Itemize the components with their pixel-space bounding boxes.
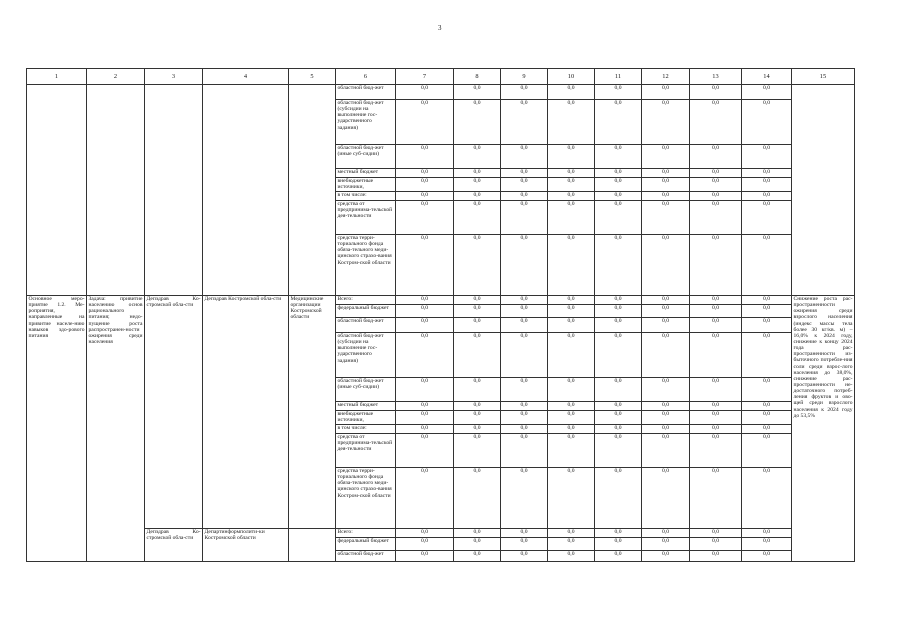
table-cell-value: 0,0 [396,318,454,333]
column-header: 7 [396,69,454,85]
cont-cell [289,85,336,296]
funding-source: областной бюд-жет [336,551,396,562]
table-cell-value: 0,0 [595,169,642,178]
table-cell-value: 0,0 [548,178,595,192]
table-cell-value: 0,0 [690,378,742,402]
table-cell-value: 0,0 [396,169,454,178]
table-cell-value: 0,0 [642,178,690,192]
table-cell-value: 0,0 [595,192,642,201]
table-cell-value: 0,0 [690,411,742,425]
column-header: 1 [27,69,87,85]
table-cell-value: 0,0 [595,318,642,333]
table-cell-value: 0,0 [742,551,792,562]
table-row [27,529,855,538]
table-cell-value: 0,0 [690,296,742,305]
table-cell-value: 0,0 [595,235,642,296]
table-cell-value: 0,0 [690,333,742,378]
table-cell-value: 0,0 [690,235,742,296]
table-cell-value: 0,0 [690,100,742,145]
measure-name: Основное меро-приятие 1.2. Ме-роприятия, направленные на привитие населе-нию навыков здо-рового питания [27,296,87,562]
table-cell-value: 0,0 [690,468,742,529]
table-cell-value: 0,0 [501,538,548,551]
table-cell-value: 0,0 [742,169,792,178]
second-executor: Департинформполити-ки Костромской области [203,529,289,562]
column-header: 8 [454,69,501,85]
table-cell-value: 0,0 [548,192,595,201]
funding-source: областной бюд-жет (иные суб-сидии) [336,378,396,402]
table-cell-value: 0,0 [595,296,642,305]
table-cell-value: 0,0 [548,538,595,551]
column-header: 14 [742,69,792,85]
table-cell-value: 0,0 [548,305,595,318]
table-cell-value: 0,0 [454,100,501,145]
funding-source: средства от предпринима-тельской дея-тельности [336,434,396,468]
cont-cell [27,85,87,296]
table-cell-value: 0,0 [501,235,548,296]
table-cell-value: 0,0 [642,551,690,562]
table-cell-value: 0,0 [690,538,742,551]
cont-cell [203,85,289,296]
table-cell-value: 0,0 [742,85,792,100]
table-cell-value: 0,0 [396,192,454,201]
table-cell-value: 0,0 [742,305,792,318]
table-cell-value: 0,0 [690,85,742,100]
table-cell-value: 0,0 [642,402,690,411]
funding-source: местный бюджет [336,402,396,411]
table-cell-value: 0,0 [642,434,690,468]
table-cell-value: 0,0 [454,318,501,333]
table-cell-value: 0,0 [548,551,595,562]
table-cell-value: 0,0 [642,425,690,434]
measure-result: Снижение роста рас-пространенности ожирения среди взрослого населения (индекс массы тела более 30 кг/кв. м) – 16,0% к 2024 году, снижение к концу 2024 года рас-пространенности из-быточного потребле-ния соли среди взрос-лого населения до 38,0%, снижение рас-пространенности не-достаточного потреб-ления фруктов и ово-щей среди взрослого населения к 2024 году до 53,5% [792,296,855,562]
funding-source: в том числе: [336,425,396,434]
column-header: 3 [145,69,203,85]
table-cell-value: 0,0 [396,178,454,192]
table-cell-value: 0,0 [595,468,642,529]
table-cell-value: 0,0 [501,551,548,562]
funding-source: областной бюд-жет (иные суб-сидии) [336,145,396,169]
table-cell-value: 0,0 [595,378,642,402]
funding-source: в том числе: [336,192,396,201]
table-cell-value: 0,0 [690,169,742,178]
table-cell-value: 0,0 [396,305,454,318]
table-cell-value: 0,0 [642,145,690,169]
funding-source: областной бюд-жет (субсидии на выполнение гос-ударственного задания) [336,333,396,378]
funding-source: федеральный бюджет [336,538,396,551]
cont-cell [145,85,203,296]
table-cell-value: 0,0 [642,411,690,425]
table-cell-value: 0,0 [690,145,742,169]
table-cell-value: 0,0 [742,296,792,305]
table-cell-value: 0,0 [595,402,642,411]
funding-source: внебюджетные источники, [336,411,396,425]
column-header: 15 [792,69,855,85]
column-header: 4 [203,69,289,85]
column-header: 5 [289,69,336,85]
table-cell-value: 0,0 [454,235,501,296]
table-cell-value: 0,0 [396,100,454,145]
table-cell-value: 0,0 [690,192,742,201]
table-cell-value: 0,0 [742,425,792,434]
table-cell-value: 0,0 [396,551,454,562]
table-cell-value: 0,0 [742,201,792,235]
table-cell-value: 0,0 [548,201,595,235]
table-cell-value: 0,0 [501,169,548,178]
table-cell-value: 0,0 [454,169,501,178]
table-cell-value: 0,0 [396,85,454,100]
table-cell-value: 0,0 [690,318,742,333]
table-cell-value: 0,0 [642,468,690,529]
table-cell-value: 0,0 [595,551,642,562]
table-cell-value: 0,0 [501,100,548,145]
table-cell-value: 0,0 [396,411,454,425]
table-cell-value: 0,0 [501,145,548,169]
table-cell-value: 0,0 [454,145,501,169]
table-cell-value: 0,0 [396,529,454,538]
table-cell-value: 0,0 [742,529,792,538]
table-cell-value: 0,0 [690,551,742,562]
funding-source: областной бюд-жет [336,85,396,100]
table-cell-value: 0,0 [742,178,792,192]
table-cell-value: 0,0 [642,235,690,296]
table-cell-value: 0,0 [595,538,642,551]
table-cell-value: 0,0 [396,201,454,235]
table-cell-value: 0,0 [690,201,742,235]
table-cell-value: 0,0 [642,296,690,305]
second-coordinator: Депздрав Ко-стромской обла-сти [145,529,203,562]
table-cell-value: 0,0 [454,425,501,434]
column-header: 9 [501,69,548,85]
table-cell-value: 0,0 [501,85,548,100]
table-cell-value: 0,0 [742,434,792,468]
table-cell-value: 0,0 [396,378,454,402]
funding-table [26,68,855,562]
funding-source: средства от предпринима-тельской дея-тельности [336,201,396,235]
table-cell-value: 0,0 [548,425,595,434]
table-cell-value: 0,0 [501,296,548,305]
table-cell-value: 0,0 [595,100,642,145]
table-cell-value: 0,0 [454,192,501,201]
table-cell-value: 0,0 [642,318,690,333]
table-cell-value: 0,0 [454,378,501,402]
table-cell-value: 0,0 [642,378,690,402]
table-cell-value: 0,0 [501,402,548,411]
table-cell-value: 0,0 [690,402,742,411]
funding-source: областной бюд-жет [336,318,396,333]
table-cell-value: 0,0 [454,296,501,305]
table-cell-value: 0,0 [454,434,501,468]
column-header: 2 [87,69,145,85]
table-cell-value: 0,0 [501,529,548,538]
table-cell-value: 0,0 [396,333,454,378]
table-cell-value: 0,0 [642,100,690,145]
table-cell-value: 0,0 [690,305,742,318]
table-cell-value: 0,0 [595,425,642,434]
table-cell-value: 0,0 [454,551,501,562]
table-cell-value: 0,0 [595,178,642,192]
table-cell-value: 0,0 [501,318,548,333]
measure-task: Задача: привитие населению основ рационального питания; недо-пущение роста распространен-ности ожирения среди населения [87,296,145,562]
table-cell-value: 0,0 [742,468,792,529]
funding-source: средства терри-ториального фонда обяза-тельного меди-цинского страхо-вания Костром-ской области [336,468,396,529]
table-cell-value: 0,0 [548,85,595,100]
table-cell-value: 0,0 [548,411,595,425]
table-cell-value: 0,0 [396,235,454,296]
table-cell-value: 0,0 [595,333,642,378]
funding-source: федеральный бюджет [336,305,396,318]
table-cell-value: 0,0 [501,178,548,192]
table-cell-value: 0,0 [548,235,595,296]
table-cell-value: 0,0 [595,434,642,468]
table-cell-value: 0,0 [690,425,742,434]
table-cell-value: 0,0 [595,411,642,425]
table-cell-value: 0,0 [396,468,454,529]
table-cell-value: 0,0 [396,145,454,169]
table-cell-value: 0,0 [501,305,548,318]
table-cell-value: 0,0 [642,169,690,178]
table-cell-value: 0,0 [595,201,642,235]
table-cell-value: 0,0 [501,425,548,434]
measure-coordinator: Депздрав Ко-стромской обла-сти [145,296,203,529]
table-cell-value: 0,0 [642,201,690,235]
table-cell-value: 0,0 [742,192,792,201]
table-cell-value: 0,0 [548,402,595,411]
table-cell-value: 0,0 [742,378,792,402]
column-header: 12 [642,69,690,85]
table-cell-value: 0,0 [454,468,501,529]
table-cell-value: 0,0 [742,333,792,378]
table-cell-value: 0,0 [742,318,792,333]
table-cell-value: 0,0 [742,538,792,551]
table-cell-value: 0,0 [548,468,595,529]
cont-cell [87,85,145,296]
table-cell-value: 0,0 [548,434,595,468]
table-cell-value: 0,0 [396,402,454,411]
table-cell-value: 0,0 [396,434,454,468]
table-cell-value: 0,0 [396,538,454,551]
table-cell-value: 0,0 [501,201,548,235]
table-cell-value: 0,0 [501,468,548,529]
table-cell-value: 0,0 [396,296,454,305]
funding-source: Всего: [336,296,396,305]
measure-executor: Депздрав Костромской обла-сти [203,296,289,529]
table-cell-value: 0,0 [690,178,742,192]
table-cell-value: 0,0 [548,333,595,378]
table-cell-value: 0,0 [595,85,642,100]
table-cell-value: 0,0 [501,378,548,402]
table-cell-value: 0,0 [454,305,501,318]
table-cell-value: 0,0 [642,305,690,318]
table-cell-value: 0,0 [742,411,792,425]
funding-source: Всего: [336,529,396,538]
table-cell-value: 0,0 [454,333,501,378]
table-row [27,85,855,100]
table-cell-value: 0,0 [548,378,595,402]
table-cell-value: 0,0 [396,425,454,434]
table-cell-value: 0,0 [690,434,742,468]
table-cell-value: 0,0 [548,100,595,145]
table-cell-value: 0,0 [690,529,742,538]
page-number: 3 [438,24,442,32]
column-header: 11 [595,69,642,85]
table-cell-value: 0,0 [548,318,595,333]
table-cell-value: 0,0 [642,529,690,538]
table-cell-value: 0,0 [454,529,501,538]
column-header: 6 [336,69,396,85]
table-cell-value: 0,0 [454,411,501,425]
table-cell-value: 0,0 [595,529,642,538]
table-cell-value: 0,0 [501,434,548,468]
table-cell-value: 0,0 [595,305,642,318]
table-cell-value: 0,0 [548,296,595,305]
table-cell-value: 0,0 [548,145,595,169]
table-cell-value: 0,0 [642,538,690,551]
table-cell-value: 0,0 [454,85,501,100]
funding-source: внебюджетные источники, [336,178,396,192]
table-cell-value: 0,0 [595,145,642,169]
column-header: 10 [548,69,595,85]
cont-result [792,85,855,296]
table-cell-value: 0,0 [454,201,501,235]
table-cell-value: 0,0 [642,333,690,378]
table-row [27,296,855,305]
table-cell-value: 0,0 [642,85,690,100]
table-cell-value: 0,0 [501,411,548,425]
table-cell-value: 0,0 [548,529,595,538]
table-cell-value: 0,0 [742,402,792,411]
funding-source: средства терри-ториального фонда обяза-тельного меди-цинского страхо-вания Костром-ской области [336,235,396,296]
table-cell-value: 0,0 [454,538,501,551]
second-participants [289,529,336,562]
table-cell-value: 0,0 [742,100,792,145]
table-cell-value: 0,0 [501,333,548,378]
table-cell-value: 0,0 [501,192,548,201]
column-header: 13 [690,69,742,85]
funding-source: местный бюджет [336,169,396,178]
table-header-row [27,69,855,85]
table-cell-value: 0,0 [454,402,501,411]
table-cell-value: 0,0 [454,178,501,192]
table-cell-value: 0,0 [742,145,792,169]
table-cell-value: 0,0 [742,235,792,296]
table-cell-value: 0,0 [642,192,690,201]
table-body [27,69,855,562]
measure-participants: Медицинские организации Костромской области [289,296,336,529]
table-cell-value: 0,0 [548,169,595,178]
funding-source: областной бюд-жет (субсидии на выполнение гос-ударственного задания) [336,100,396,145]
